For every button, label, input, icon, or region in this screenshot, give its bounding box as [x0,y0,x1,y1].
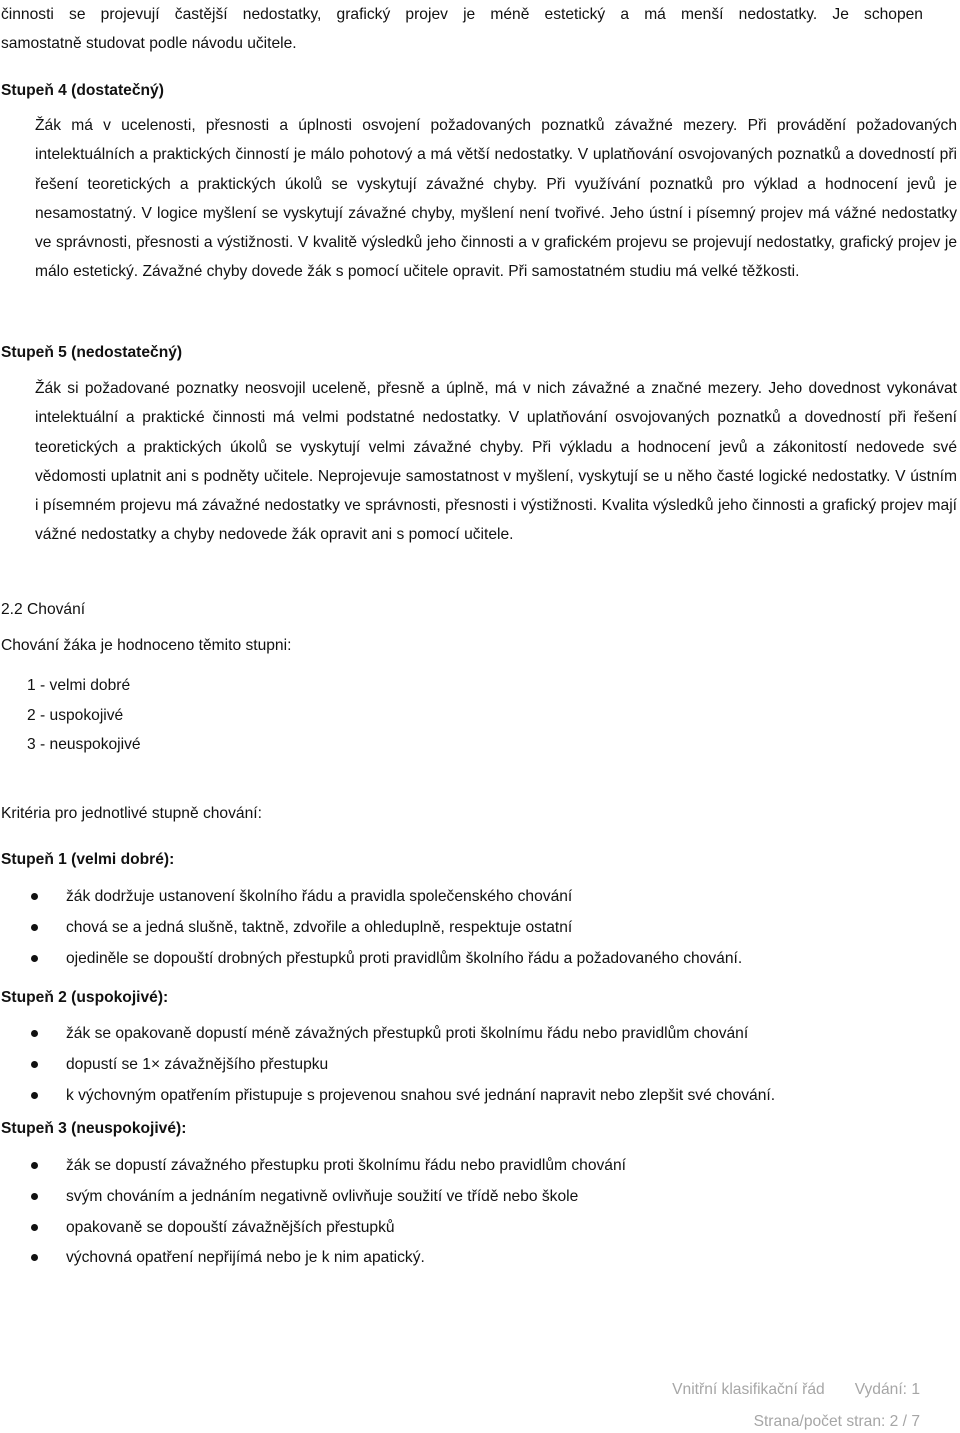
footer-edition: Vydání: 1 [854,1381,920,1398]
list-item-text: výchovná opatření nepřijímá nebo je k nim apatický. [66,1249,425,1267]
behavior-level-2-heading: Stupeň 2 (uspokojivé): [1,989,169,1006]
grade-4-heading: Stupeň 4 (dostatečný) [1,82,164,99]
list-item [28,1218,626,1249]
list-item-text: chová se a jedná slušně, taktně, zdvořile a ohleduplně, respektuje ostatní [66,918,573,936]
behavior-level-2-list [28,1024,775,1116]
grade-5-heading: Stupeň 5 (nedostatečný) [1,344,183,361]
behavior-grade-item: 1 - velmi dobré [27,677,131,694]
list-item-text: žák se opakovaně dopustí méně závažných přestupků proti školnímu řádu nebo pravidlům chování [66,1025,749,1042]
bullet-icon [31,1193,38,1200]
list-item [28,1156,626,1187]
list-item-text: žák se dopustí závažného přestupku proti školnímu řádu nebo pravidlům chování [66,1157,626,1174]
behavior-level-1-heading: Stupeň 1 (velmi dobré): [1,851,175,868]
bullet-icon [31,955,38,962]
bullet-icon [31,1162,38,1169]
bullet-icon [31,893,38,900]
behavior-level-3-list [28,1156,626,1279]
bullet-icon [31,1092,38,1099]
list-item [28,887,742,918]
continuation-line-2: samostatně studovat podle návodu učitele. [1,35,297,53]
list-item [28,918,742,949]
list-item-text: svým chováním a jednáním negativně ovlivňuje soužití ve třídě nebo škole [66,1187,579,1205]
list-item [28,1055,775,1086]
list-item [28,949,742,980]
behavior-grade-list [27,671,141,760]
bullet-icon [31,1224,38,1231]
behavior-level-1-list [28,887,742,979]
continuation-paragraph [1,0,923,59]
list-item-text: dopustí se 1× závažnějšího přestupku [66,1055,329,1073]
list-item [28,1024,775,1055]
bullet-icon [31,1030,38,1037]
behavior-grade-item: 3 - neuspokojivé [27,736,141,753]
footer-page-count: Strana/počet stran: 2 / 7 [753,1413,920,1430]
section-title-behavior: 2.2 Chování [1,601,86,618]
list-item [28,1248,626,1279]
bullet-icon [31,924,38,931]
grade-4-description: Žák má v ucelenosti, přesnosti a úplnosti osvojení požadovaných poznatků závažné mezery. Při provádění požadovaných intelektuálních a praktických činností je málo pohotový a má větší nedostatky. V uplatňování osvojovaných poznatků a dovedností při řešení teoretických a praktických úkolů se vyskytují závažné chyby. Při využívání poznatků pro výklad a hodnocení jevů je nesamostatný. V logice myšlení se vyskytují závažné chyby, myšlení není tvořivé. Jeho ústní i písemný projev má vážné nedostatky ve správnosti, přesnosti a výstižnosti. V kvalitě výsledků jeho činnosti a v grafickém projevu se projevují nedostatky, grafický projev je málo estetický. Závažné chyby dovede žák s pomocí učitele opravit. Při samostatném studiu má velké těžkosti. [35,117,957,281]
behavior-grade-item: 2 - uspokojivé [27,706,124,724]
grade-5-description: Žák si požadované poznatky neosvojil uceleně, přesně a úplně, má v nich závažné a značné mezery. Jeho dovednost vykonávat intelektuální a praktické činnosti má velmi podstatné nedostatky. V uplatňování osvojovaných poznatků a dovedností při řešení teoretických a praktických úkolů se vyskytují velmi závažné chyby. Při výkladu a hodnocení jevů a zákonitostí nedovede své vědomosti uplatnit ani s podněty učitele. Neprojevuje samostatnost v myšlení, vyskytují se u něho časté logické nedostatky. V ústním i písemném projevu má závažné nedostatky ve správnosti, přesnosti i výstižnosti. Kvalita výsledků jeho činnosti a grafický projev mají vážné nedostatky a chyby nedovede žák opravit ani s pomocí učitele. [35,380,957,544]
bullet-icon [31,1061,38,1068]
behavior-intro: Chování žáka je hodnoceno těmito stupni: [1,637,292,654]
footer-document-name: Vnitřní klasifikační řád [672,1381,825,1398]
criteria-title: Kritéria pro jednotlivé stupně chování: [1,805,262,822]
continuation-line-1: činnosti se projevují častější nedostatky, grafický projev je méně estetický a má menší nedostatky. Je schopen [1,6,923,23]
list-item [28,1086,775,1117]
footer-document-info [672,1380,920,1400]
list-item-text: žák dodržuje ustanovení školního řádu a pravidla společenského chování [66,888,573,905]
list-item-text: opakovaně se dopouští závažnějších přestupků [66,1218,395,1236]
list-item-text: ojediněle se dopouští drobných přestupků proti pravidlům školního řádu a požadovaného chování. [66,949,743,967]
list-item [28,1187,626,1218]
bullet-icon [31,1254,38,1261]
list-item-text: k výchovným opatřením přistupuje s projevenou snahou své jednání napravit nebo zlepšit své chování. [66,1086,776,1104]
behavior-level-3-heading: Stupeň 3 (neuspokojivé): [1,1120,187,1137]
